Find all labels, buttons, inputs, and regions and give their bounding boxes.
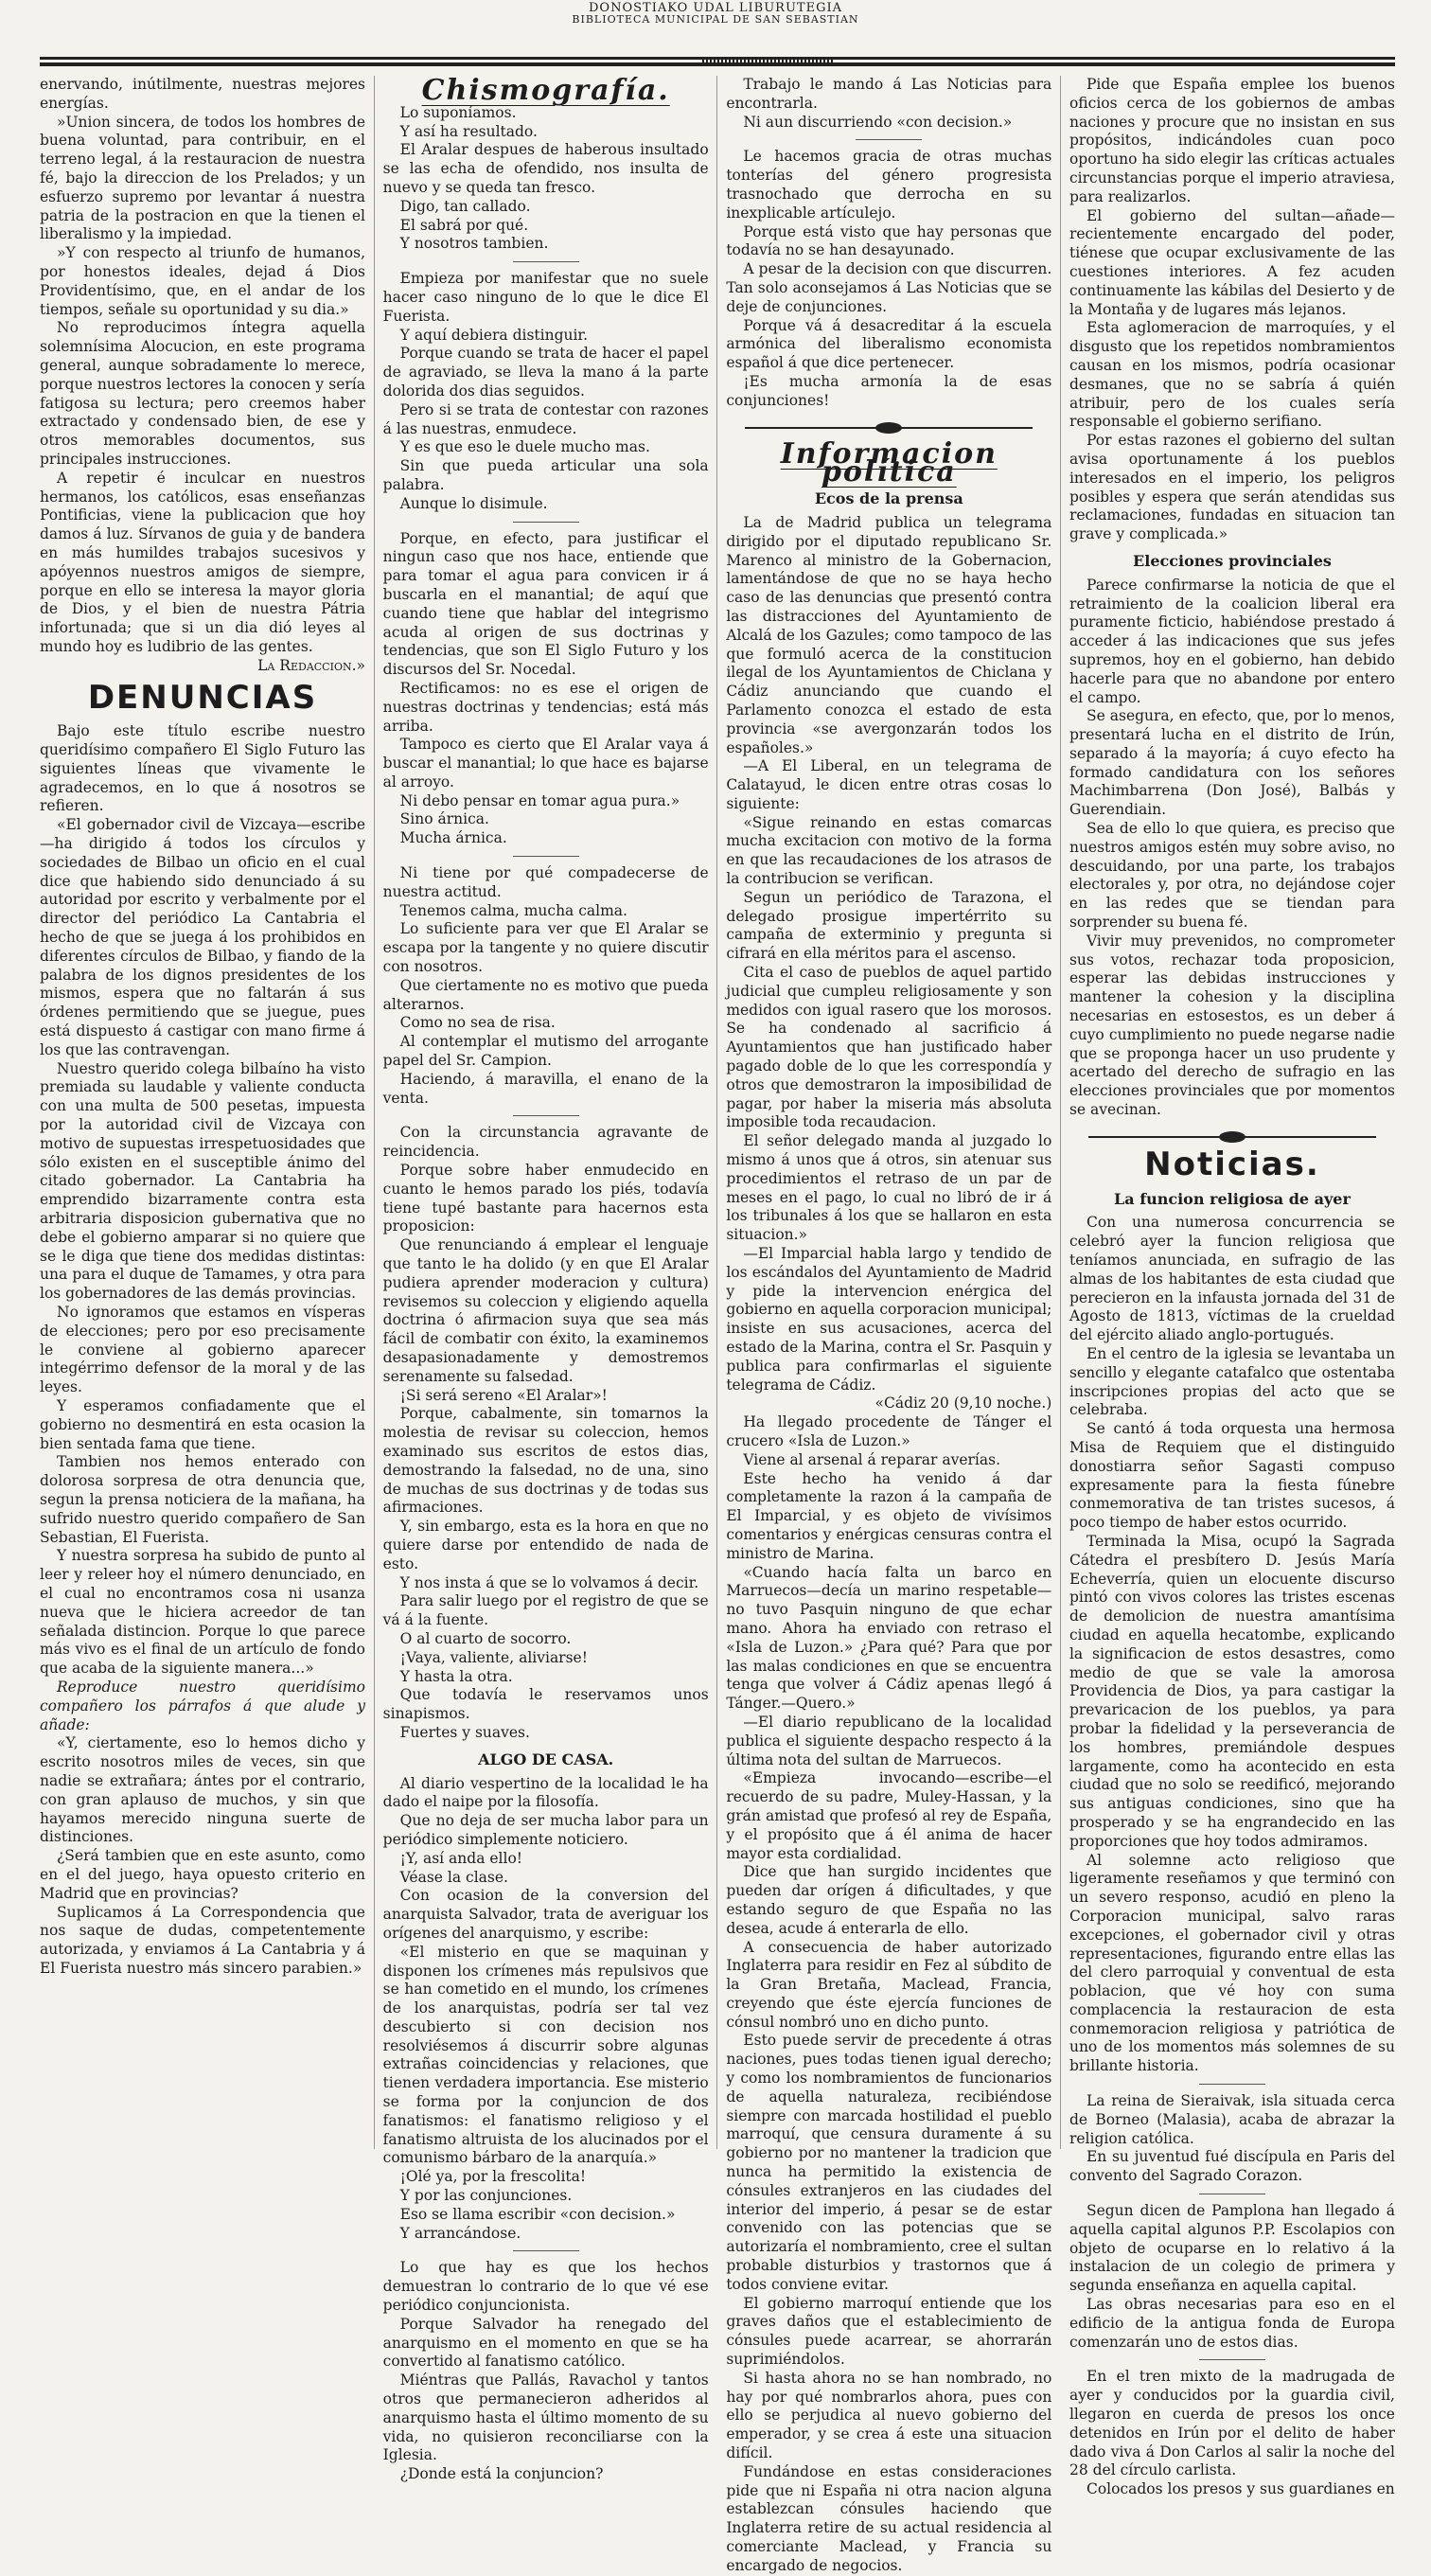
paragraph: Y así ha resultado. xyxy=(399,122,538,140)
column-1 xyxy=(40,76,365,2149)
paragraph: enervando, inútilmente, nuestras mejores energías. xyxy=(40,76,365,112)
col1-lead-text xyxy=(40,76,365,676)
paragraph: Parece confirmarse la noticia de que el retraimiento de la coalicion liberal era puramente ficticio, habiéndose prestado á acceder á las indicaciones que sus jefes supremos, hoy en el gobierno, han debido hacerle para que no abandone por entero el campo. xyxy=(1069,576,1395,706)
library-header xyxy=(0,0,1431,57)
paragraph: Y, sin embargo, esta es la hora en que no quiere darse por entendido de nada de esto. xyxy=(382,1518,709,1572)
funcion-religiosa-subheading: La funcion religiosa de ayer xyxy=(1114,1189,1351,1208)
paragraph: Como no sea de risa. xyxy=(399,1014,556,1032)
paragraph: Por estas razones el gobierno del sultan avisa oportunamente á los pueblos interesados en el imperio, los peligros posibles y espera que serán atendidas sus reclamaciones, fundadas en situacion tan grave y complicada.» xyxy=(1069,432,1395,543)
separator xyxy=(513,1115,579,1116)
paragraph: La reina de Sieraivak, isla situada cerca de Borneo (Malasia), acaba de abrazar la religion católica. xyxy=(1069,2092,1395,2147)
paragraph: —A El Liberal, en un telegrama de Calatayud, le dicen entre otras cosas lo siguiente: xyxy=(726,757,1052,812)
paragraph: En el tren mixto de la madrugada de ayer y conducidos por la guardia civil, llegaron en cuerda de presos los once detenidos en Irún por el delito de haber dado viva á Don Carlos al salir la noche del 28 del círculo carlista. xyxy=(1069,2368,1395,2479)
paragraph: «El gobernador civil de Vizcaya—escribe—ha dirigido á todos los círculos y sociedades de Bilbao un oficio en el cual dice que habiendo sido denunciado á su autoridad por escrito y verbalmente por el director del periódico La Cantabria el hecho de que se juega á los prohibidos en diferentes círculos de Bilbao, y fiando de la palabra de los dignos presidentes de los mismos, espera que no faltarán á sus órdenes permitiendo que se juegue, pues está dispuesto á castigar con mano firme á los que las contravengan. xyxy=(40,816,365,1058)
separator xyxy=(513,2250,579,2251)
paragraph: ¡Es mucha armonía la de esas conjunciones! xyxy=(726,372,1052,409)
separator xyxy=(1199,2084,1265,2085)
paragraph: Empieza por manifestar que no suele hacer caso ninguno de lo que le dice El Fuerista. xyxy=(382,270,709,325)
paragraph: Porque, cabalmente, sin tomarnos la molestia de revisar su coleccion, hemos examinado sus escritos de estos dias, demostrando la falsedad, no de una, sino de muchas de sus doctrinas y de todas sus afirmaciones. xyxy=(382,1405,709,1517)
paragraph: Vivir muy prevenidos, no comprometer sus votos, rechazar toda proposicion, esperar las debidas instrucciones y mantener la cohesion y la disciplina necesarias en estosestos, es un deber á cuyo cumplimiento no puede negarse nadie que se proponga hacer un uso prudente y acertado del derecho de sufragio en las elecciones provinciales que por momentos se avecinan. xyxy=(1069,932,1395,1119)
paragraph: El sabrá por qué. xyxy=(399,216,529,234)
paragraph: ¡Olé ya, por la frescolita! xyxy=(399,2168,587,2186)
paragraph: Y nos insta á que se lo volvamos á decir. xyxy=(399,1573,699,1591)
paragraph: Sino árnica. xyxy=(399,810,489,828)
paragraph: Y aquí debiera distinguir. xyxy=(399,326,589,344)
paragraph: Terminada la Misa, ocupó la Sagrada Cátedra el presbítero D. Jesús María Echeverría, quien un elocuente discurso pintó con vivos colores las tristes escenas de demolicion de nuestra amantísima ciudad en aquella hecatombe, explicando la significacion de estos desastres, como medio de que se vale la amorosa Providencia de Dios, ya para castigar la prevaricacion de los pueblos, ya para probar la fidelidad y la perseverancia de los hombres, premiándole despues largamente, como ha acontecido en esta ciudad que no solo se reedificó, mejorando sus antiguas condiciones, sino que ha prosperado y se ha engrandecido en las proporciones que hoy todos admiramos. xyxy=(1069,1532,1395,1850)
paragraph: Al contemplar el mutismo del arrogante papel del Sr. Campion. xyxy=(382,1033,709,1070)
paragraph: Le hacemos gracia de otras muchas tonterías del género progresista trasnochado que derrocha en su inexplicable artículejo. xyxy=(726,148,1052,222)
paragraph: Colocados los presos y sus guardianes en xyxy=(1086,2480,1395,2498)
paragraph: Fuertes y suaves. xyxy=(399,1723,530,1741)
paragraph: «Cuando hacía falta un barco en Marruecos—decía un marino respetable—no tuvo Pasquin ninguno de que echar mano. Ahora ha enviado con retraso el «Isla de Luzon.» ¿Para qué? Para que por las malas condiciones en que se encuentra tenga que volver á Cádiz apenas llegó á Tánger.—Quero.» xyxy=(726,1563,1052,1713)
paragraph: Con ocasion de la conversion del anarquista Salvador, trata de averiguar los orígenes del anarquismo, y escribe: xyxy=(382,1887,709,1942)
separator xyxy=(513,856,579,857)
paragraph: Al diario vespertino de la localidad le ha dado el naipe por la filosofía. xyxy=(382,1774,709,1811)
informacion-politica-article xyxy=(726,514,1051,2576)
paragraph: Ni debo pensar en tomar agua pura.» xyxy=(399,791,680,809)
col4-lead-text xyxy=(1069,76,1395,544)
paragraph: Se asegura, en efecto, que, por lo menos, presentará lucha en el distrito de Irún, separado á la mayoría; á cuyo efecto ha formado candidatura con los señores Machimbarrena (Don José), Balbás y Guerendiain. xyxy=(1069,707,1395,819)
paragraph: Cita el caso de pueblos de aquel partido judicial que cumpleu religiosamente y son medidos con igual rasero que los morosos. Se ha condenado al sacrificio á Ayuntamientos que han justificado haber pagado doble de lo que les correspondía y otros que demostraron la imposibilidad de pagar, por haber la miseria más absoluta imposible toda recaudacion. xyxy=(726,964,1052,1131)
paragraph: Haciendo, á maravilla, el enano de la venta. xyxy=(382,1070,709,1107)
paragraph: Suplicamos á La Correspondencia que nos saque de dudas, competentemente autorizada, y enviamos á La Cantabria y á El Fuerista nuestro más sincero parabien.» xyxy=(40,1903,365,1977)
paragraph: Las obras necesarias para eso en el edificio de la antigua fonda de Europa comenzarán uno de estos dias. xyxy=(1069,2296,1395,2351)
paragraph: ¡Si será sereno «El Aralar»! xyxy=(399,1386,608,1404)
paragraph: Dice que han surgido incidentes que pueden dar orígen á dificultades, y que estando seguro de que España no las desea, acude á enterarla de ello. xyxy=(726,1863,1052,1937)
paragraph: Ni tiene por qué compadecerse de nuestra actitud. xyxy=(382,864,709,900)
paragraph: ¿Donde está la conjuncion? xyxy=(399,2465,604,2483)
paragraph: No reproducimos íntegra aquella solemnísima Alocucion, en este programa general, aunque sobradamente lo merece, porque nuestros lectores la conocen y sería fatigosa su lectura; pero creemos haber extractado y condensado bien, de ese y otros memorables documentos, sus principales instrucciones. xyxy=(40,319,365,468)
paragraph: Que no deja de ser mucha labor para un periódico simplemente noticiero. xyxy=(382,1812,709,1848)
noticias-heading: Noticias. xyxy=(1144,1145,1320,1183)
paragraph: «Empieza invocando—escribe—el recuerdo de su padre, Muley-Hassan, y la grán amistad que profesó al rey de España, y el propósito que á él anima de hacer mayor esta cordialidad. xyxy=(726,1769,1052,1862)
paragraph: El gobierno marroquí entiende que los graves daños que el establecimiento de cónsules puede acarrear, se ahorrarán suprimiéndolos. xyxy=(726,2294,1052,2369)
paragraph: Que ciertamente no es motivo que pueda alterarnos. xyxy=(382,976,709,1013)
paragraph: O al cuarto de socorro. xyxy=(399,1629,572,1647)
paragraph: Eso se llama escribir «con decision.» xyxy=(399,2205,676,2223)
paragraph: A pesar de la decision con que discurren. Tan solo aconsejamos á Las Noticias que se deje de conjunciones. xyxy=(726,260,1052,315)
paragraph: Que renunciando á emplear el lenguaje que tanto le ha dolido (y en que El Aralar pudiera aprender moderacion y cultura) revisemos su coleccion y eligiendo aquella doctrina ó afirmacion suya que sea más fácil de combatir con éxito, la examinemos desapasionadamente y demostremos serenamente su falsedad. xyxy=(382,1236,709,1385)
algo-de-casa-heading: ALGO DE CASA. xyxy=(478,1750,614,1768)
paragraph: Sin que pueda articular una sola palabra. xyxy=(382,457,709,493)
paragraph: La de Madrid publica un telegrama dirigido por el diputado republicano Sr. Marenco al ministro de la Gobernacion, lamentándose de que no se haya hecho caso de las denuncias que presentó contra las distracciones del Ayuntamiento de Alcalá de los Gazules; como tampoco de las que formuló acerca de la constitucion ilegal de los Ayuntamientos de Chiclana y Cádiz anunciando que cuando el Parlamento conozca el estado de esta provincia «se avergonzarán todos los españoles.» xyxy=(726,513,1052,756)
masthead-rule xyxy=(40,57,1395,66)
paragraph: No ignoramos que estamos en vísperas de elecciones; pero por eso precisamente le conviene al gobierno aparecer integérrimo defensor de la moral y de las leyes. xyxy=(40,1304,365,1396)
noticias-article xyxy=(1069,1214,1395,2499)
newspaper-columns xyxy=(40,74,1395,2574)
paragraph: Mucha árnica. xyxy=(399,829,507,847)
informacion-politica-heading: Informacion política xyxy=(780,436,998,489)
paragraph: Para salir luego por el registro de que se vá á la fuente. xyxy=(382,1592,709,1629)
paragraph: Y por las conjunciones. xyxy=(399,2187,573,2205)
paragraph: Porque está visto que hay personas que todavía no se han desayunado. xyxy=(726,222,1052,259)
paragraph: —El diario republicano de la localidad publica el siguiente despacho respecto á la última nota del sultan de Marruecos. xyxy=(726,1713,1052,1768)
paragraph: Porque cuando se trata de hacer el papel de agraviado, se lleva la mano á la parte dolorida dos dias seguidos. xyxy=(382,345,709,400)
paragraph: Y esperamos confiadamente que el gobierno no desmentirá en esta ocasion la bien sentada fama que tiene. xyxy=(40,1396,365,1452)
paragraph: Trabajo le mando á Las Noticias para encontrarla. xyxy=(726,76,1052,112)
paragraph: Tenemos calma, mucha calma. xyxy=(399,901,627,919)
column-4 xyxy=(1069,76,1395,2498)
paragraph: Se cantó á toda orquesta una hermosa Misa de Requiem que el distinguido donostiarra señor Sagasti compuso expresamente para la fiesta fúnebre conmemorativa de tan tristes sucesos, á poco tiempo de haber estos ocurrido. xyxy=(1069,1420,1395,1532)
library-name-basque: DONOSTIAKO UDAL LIBURUTEGIA xyxy=(589,1,842,15)
paragraph: Ha llegado procedente de Tánger el crucero «Isla de Luzon.» xyxy=(726,1413,1052,1449)
paragraph: «Y, ciertamente, eso lo hemos dicho y escrito nosotros miles de veces, sin que nadie se extrañara; ántes por el contrario, con gran aplauso de muchos, y sin que hayamos merecido ninguna suerte de distinciones. xyxy=(40,1734,365,1846)
paragraph: ¿Será tambien que en este asunto, como en el del juego, haya opuesto criterio en Madrid que en provincias? xyxy=(40,1847,365,1902)
paragraph: Aunque lo disimule. xyxy=(399,494,548,512)
paragraph: Véase la clase. xyxy=(399,1868,508,1886)
paragraph: ¡Y, así anda ello! xyxy=(399,1849,523,1867)
column-2 xyxy=(382,74,709,2483)
elecciones-subheading: Elecciones provinciales xyxy=(1133,551,1332,570)
paragraph: Lo suponíamos. xyxy=(399,103,517,121)
paragraph: Viene al arsenal á reparar averías. xyxy=(743,1450,1001,1468)
separator xyxy=(513,522,579,523)
paragraph: Y hasta la otra. xyxy=(399,1667,513,1685)
paragraph: Esto puede servir de precedente á otras naciones, pues todas tienen igual derecho; y como los nombramientos de funcionarios de aquella naturaleza, recibiéndose siempre con marcada hostilidad el pueblo marroquí, que censura duramente á su gobierno por no mantener la tradicion que nunca ha permitido la existencia de cónsules extranjeros en las ciudades del interior del imperio, á pesar se de estar convenido con las potencias que se autorizaría el nombramiento, cree el sultan probable disturbios y trastornos que á todos conviene evitar. xyxy=(726,2032,1052,2293)
section-ornament xyxy=(1088,1131,1376,1143)
paragraph: «Cádiz 20 (9,10 noche.) xyxy=(874,1395,1052,1412)
paragraph: Reproduce nuestro queridísimo compañero los párrafos á que alude y añade: xyxy=(40,1678,365,1733)
paragraph: El gobierno del sultan—añade—recientemente encargado del poder, tiénese que ocupar exclusivamente de las cuestiones interiores. A fez acuden continuamente las kábilas del Desierto y de la Montaña y de lugares más lejanos. xyxy=(1069,206,1395,318)
paragraph: Con la circunstancia agravante de reincidencia. xyxy=(382,1124,709,1161)
paragraph: Miéntras que Pallás, Ravachol y tantos otros que permanecieron adheridos al anarquismo hasta el último momento de su vida, no quisieron reconciliarse con la Iglesia. xyxy=(382,2372,709,2464)
paragraph: Porque Salvador ha renegado del anarquismo en el momento en que se ha convertido al fanatismo católico. xyxy=(382,2315,709,2371)
paragraph: Con una numerosa concurrencia se celebró ayer la funcion religiosa que teníamos anunciada, en sufragio de las almas de los habitantes de esta ciudad que perecieron en la infausta jornada del 31 de Agosto de 1813, víctimas de la crueldad del ejército aliado anglo-portugués. xyxy=(1069,1214,1395,1344)
paragraph: Ni aun discurriendo «con decision.» xyxy=(743,113,1013,131)
paragraph: Tambien nos hemos enterado con dolorosa sorpresa de otra denuncia que, segun la prensa noticiera de la mañana, ha sufrido nuestro querido compañero de San Sebastian, El Fuerista. xyxy=(40,1453,365,1546)
paragraph: En el centro de la iglesia se levantaba un sencillo y elegante catafalco que ostentaba inscripciones propias del acto que se celebraba. xyxy=(1069,1345,1395,1419)
paragraph: Fundándose en estas consideraciones pide que ni España ni otra nacion alguna establezcan cónsules haciendo que Inglaterra retire de su actual residencia al comerciante Maclead, y Francia su encargado de negocios. xyxy=(726,2462,1052,2574)
paragraph: Pero si se trata de contestar con razones á las nuestras, enmudece. xyxy=(382,400,709,437)
paragraph: Que todavía le reservamos unos sinapismos. xyxy=(382,1686,709,1723)
paragraph: Porque, en efecto, para justificar el ningun caso que nos hace, entiende que para tomar el agua para convicen ir á buscarla en el manantial; de aquí que cuando tiene que hablar del integrismo acuda al origen de sus doctrinas y tendencias, que son El Siglo Futuro y los discursos del Sr. Nocedal. xyxy=(382,529,709,679)
library-name-spanish: BIBLIOTECA MUNICIPAL DE SAN SEBASTIAN xyxy=(572,13,859,26)
paragraph: Bajo este título escribe nuestro queridísimo compañero El Siglo Futuro las siguientes líneas que vivamente le agradecemos, en lo que á nosotros se refieren. xyxy=(40,722,365,815)
paragraph: Tampoco es cierto que El Aralar vaya á buscar el manantial; lo que hace es bajarse al arroyo. xyxy=(382,736,709,791)
paragraph: El Aralar despues de haberous insultado se las echa de ofendido, nos insulta de nuevo y se queda tan fresco. xyxy=(382,141,709,196)
paragraph: »Union sincera, de todos los hombres de buena voluntad, para contribuir, en el terreno legal, á la restauracion de nuestra fé, bajo la direccion de los Prelados; y un esfuerzo supremo por levantar á nuestra patria de la postracion en que la tienen el liberalismo y la impiedad. xyxy=(40,113,365,243)
paragraph: »Y con respecto al triunfo de humanos, por honestos ideales, dejad á Dios Providentísimo, que, en el andar de los tiempos, señale su oportunidad y su dia.» xyxy=(40,244,365,318)
paragraph: Y arrancándose. xyxy=(399,2224,521,2242)
paragraph: Rectificamos: no es ese el origen de nuestras doctrinas y tendencias; está más arriba. xyxy=(382,679,709,735)
paragraph: Segun un periódico de Tarazona, el delegado prosigue impertérrito su campaña de exterminio y pregunta si cifrará en ella méritos para el ascenso. xyxy=(726,888,1052,963)
chismografia-heading: Chismografía. xyxy=(421,74,670,107)
separator xyxy=(856,139,922,140)
paragraph: En su juventud fué discípula en Paris del convento del Sagrado Corazon. xyxy=(1069,2148,1395,2185)
section-ornament xyxy=(745,422,1033,434)
paragraph: «El misterio en que se maquinan y disponen los crímenes más repulsivos que se han cometido en el mundo, los crímenes de los anarquistas, podría ser tal vez descubierto si con decision nos resolviésemos á discurrir sobre algunas extrañas coincidencias y relaciones, que tienen verdadera importancia. Ese misterio se forma por la conjuncion de dos fanatismos: el fanatismo religioso y el fanatismo altruista de los alucinados por el comunismo bárbaro de la anarquía.» xyxy=(382,1943,709,2167)
paragraph: A consecuencia de haber autorizado Inglaterra para residir en Fez al súbdito de la Gran Bretaña, Maclead, Francia, creyendo que éste ejercía funciones de cónsul nombró uno en dicho punto. xyxy=(726,1938,1052,2031)
separator xyxy=(513,261,579,262)
paragraph: Porque vá á desacreditar á la escuela armónica del liberalismo economista español á que dice pertenecer. xyxy=(726,316,1052,372)
column-3 xyxy=(726,76,1052,2574)
paragraph: Al solemne acto religioso que ligeramente reseñamos y que terminó con un severo responso, acudió en pleno la Corporacion municipal, salvo raras excepciones, el gobernador civil y otras representaciones, figurando entre ellas las del clero parroquial y conventual de esta poblacion, que vé hoy con suma complacencia la restauracion de esta conmemoracion religiosa y patriótica de uno de los momentos más solemnes de su brillante historia. xyxy=(1069,1851,1395,2075)
paragraph: Nuestro querido colega bilbaíno ha visto premiada su laudable y valiente conducta con una multa de 500 pesetas, impuesta por la autoridad civil de Vizcaya con motivo de supuestas irrespetuosidades que sólo existen en el susceptible ánimo del citado gobernador. La Cantabria ha emprendido bizarramente contra esta arbitraria disposicion gubernativa que no debe el gobierno amparar si no quiere que se le diga que tiene dos medidas distintas: una para el duque de Tamames, y otra para los gobernadores de las demás provincias. xyxy=(40,1059,365,1303)
separator xyxy=(1199,2359,1265,2360)
paragraph: ¡Vaya, valiente, aliviarse! xyxy=(399,1648,588,1666)
denuncias-heading: DENUNCIAS xyxy=(87,678,318,717)
paragraph: Lo que hay es que los hechos demuestran lo contrario de lo que vé ese periódico conjuncionista. xyxy=(382,2259,709,2315)
column-divider xyxy=(374,76,375,2149)
denuncias-article xyxy=(40,722,365,1978)
paragraph: Esta aglomeracion de marroquíes, y el disgusto que los repetidos nombramientos causan en los mismos, podría ocasionar desmanes, que no se sabría á quién atribuir, pero de los cuales sería responsable el gobierno serifiano. xyxy=(1069,319,1395,431)
paragraph: Y nuestra sorpresa ha subido de punto al leer y releer hoy el número denunciado, en el cual no encontramos cosa ni usanza nueva que le hiciera acreedor de tan señalada distincion. Porque lo que parece más vivo es el final de un artículo de fondo que acaba de la siguiente manera...» xyxy=(40,1547,365,1678)
paragraph: Lo suficiente para ver que El Aralar se escapa por la tangente y no quiere discutir con nosotros. xyxy=(382,920,709,976)
col3-lead-text xyxy=(726,76,1051,411)
paragraph: Segun dicen de Pamplona han llegado á aquella capital algunos P.P. Escolapios con objeto de ocuparse en lo relativo á la instalacion de un colegio de primera y segunda enseñanza en aquella capital. xyxy=(1069,2202,1395,2295)
paragraph: A repetir é inculcar en nuestros hermanos, los católicos, esas enseñanzas Pontificias, viene la publicacion que hoy damos á luz. Sírvanos de guia y de bandera en más humildes trabajos sucesivos y apóyennos nuestros amigos de siempre, porque en ello se interesa la mayor gloria de Dios, y el bien de nuestra Pátria infortunada; que si un dia dió leyes al mundo hoy es ludibrio de las gentes. xyxy=(40,469,365,655)
column-divider xyxy=(716,76,717,2149)
ecos-prensa-subheading: Ecos de la prensa xyxy=(814,489,963,508)
paragraph: Y nosotros tambien. xyxy=(399,235,549,253)
paragraph: «Sigue reinando en estas comarcas mucha excitacion con motivo de la forma en que las recaudaciones de los atrasos de la contribucion se verifican. xyxy=(726,813,1052,888)
paragraph: Si hasta ahora no se han nombrado, no hay por qué nombrarlos ahora, pues con ello se perjudica al nuevo gobierno del emperador, y se crea á este una situacion difícil. xyxy=(726,2369,1052,2462)
paragraph: El señor delegado manda al juzgado lo mismo á unos que á otros, sin atenuar sus procedimientos el retraso de un par de meses en el pago, lo cual no libró de ir á los tribunales á los que se hallaron en esta situacion.» xyxy=(726,1132,1052,1244)
paragraph: Sea de ello lo que quiera, es preciso que nuestros amigos estén muy sobre aviso, no descuidando, por una parte, los trabajos electorales y, por otra, no dejándose cojer en las redes que se tiendan para sorprender su buena fé. xyxy=(1069,820,1395,932)
chismografia-article xyxy=(383,104,709,1743)
paragraph: Pide que España emplee los buenos oficios cerca de los gobiernos de ambas naciones y procure que no insistan en sus propósitos, indicándoles cuan poco oportuno ha sido elegir las críticas actuales circunstancias porque el imperio atraviesa, para realizarlos. xyxy=(1069,76,1395,205)
paragraph: —El Imparcial habla largo y tendido de los escándalos del Ayuntamiento de Madrid y pide la intervencion enérgica del gobierno en aquella corporacion municipal; insiste en sus acusaciones, acerca del estado de la Marina, contra el Sr. Pasquin y publica para confirmarlas el siguiente telegrama de Cádiz. xyxy=(726,1245,1052,1394)
signature: La Redaccion.» xyxy=(257,656,365,674)
paragraph: Y es que eso le duele mucho mas. xyxy=(399,438,650,456)
column-divider xyxy=(1060,76,1061,2149)
elecciones-article xyxy=(1069,577,1395,1120)
algo-de-casa-article xyxy=(383,1775,709,2484)
paragraph: Digo, tan callado. xyxy=(399,197,531,215)
paragraph: Porque sobre haber enmudecido en cuanto le hemos parado los piés, todavía tiene tupé bastante para hacernos esta proposicion: xyxy=(382,1162,709,1235)
paragraph: Este hecho ha venido á dar completamente la razon á la campaña de El Imparcial, y es objeto de vivísimos comentarios y enérgicas censuras contra el ministro de Marina. xyxy=(726,1469,1052,1562)
